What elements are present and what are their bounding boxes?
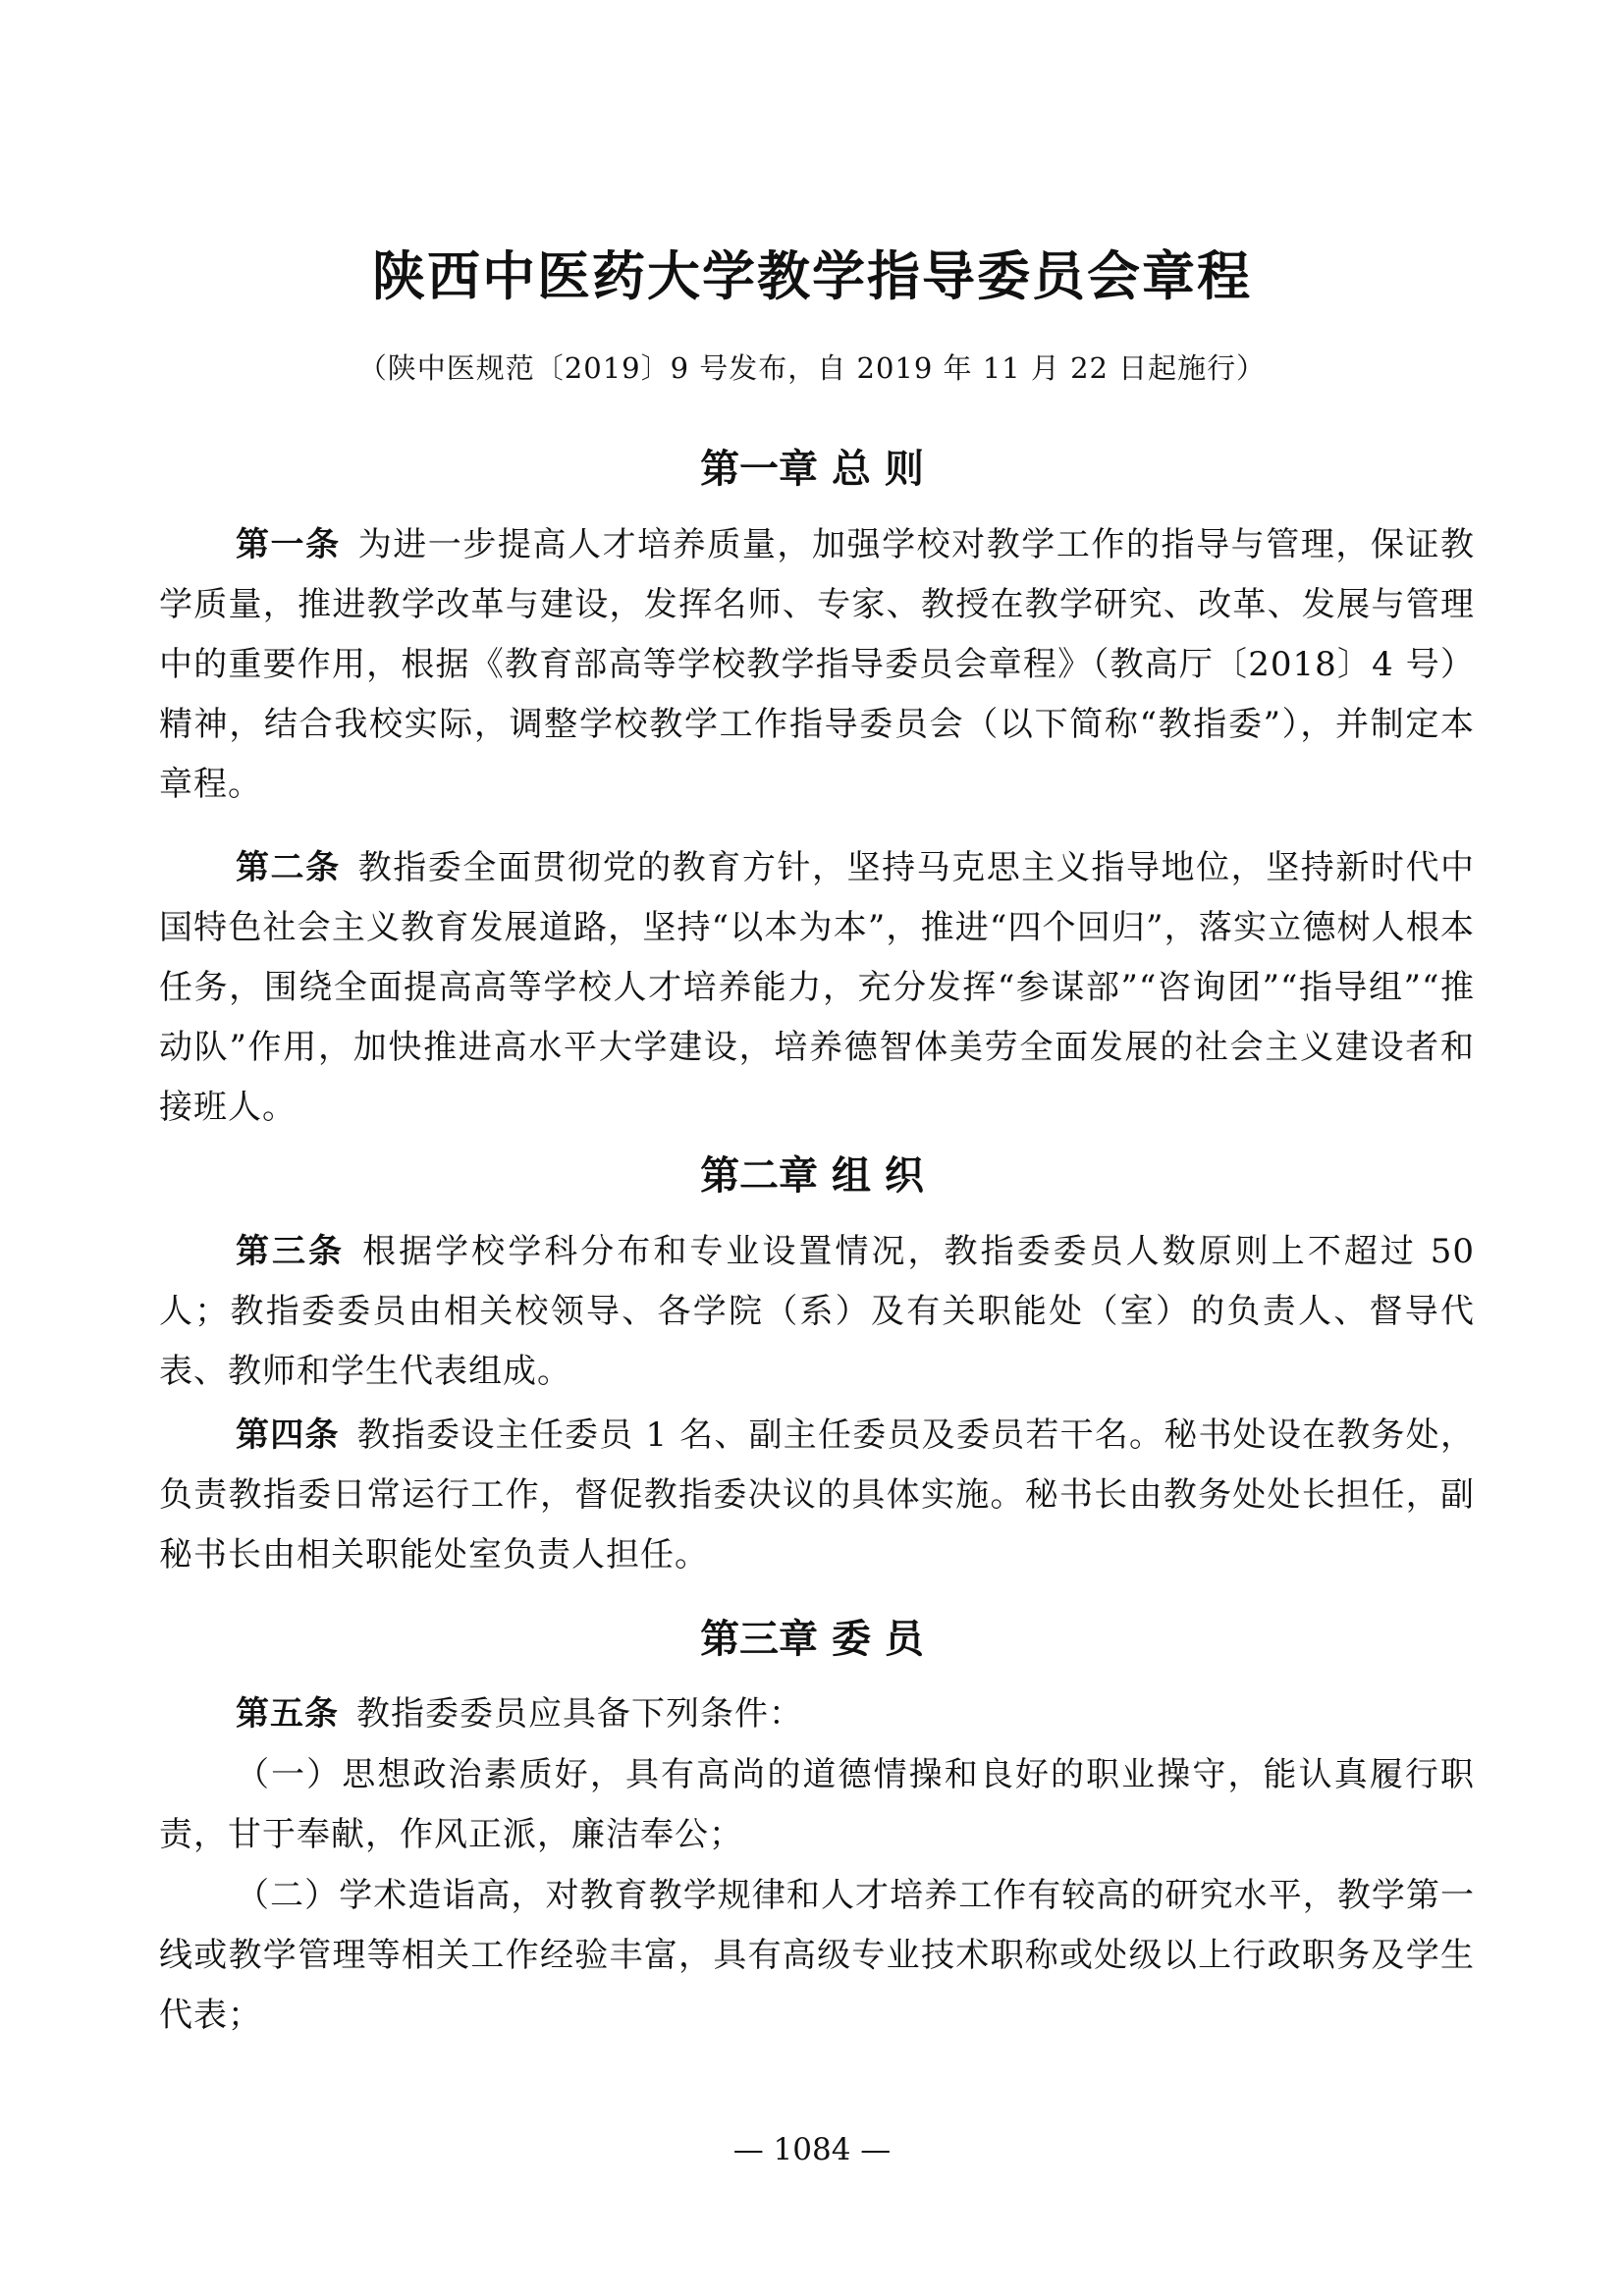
- article-4: [159, 1406, 1475, 1585]
- article-text: 教指委设主任委员 1 名、副主任委员及委员若干名。秘书处设在教务处，负责教指委日常运行工作，督促教指委决议的具体实施。秘书长由教务处处长担任，副秘书长由相关职能处室负责人担任。: [159, 1415, 1476, 1575]
- page-number: — 1084 —: [732, 2132, 892, 2167]
- article-label: 第五条: [236, 1694, 339, 1734]
- article-1: [159, 515, 1475, 815]
- article-label: 第一条: [236, 525, 341, 564]
- document-title: 陕西中医药大学教学指导委员会章程: [372, 244, 1252, 307]
- article-text: 教指委委员应具备下列条件：: [356, 1694, 803, 1734]
- article-5-item-2: （二）学术造诣高，对教育教学规律和人才培养工作有较高的研究水平，教学第一线或教学管理等相关工作经验丰富，具有高级专业技术职称或处级以上行政职务及学生代表；: [159, 1876, 1475, 2035]
- article-label: 第四条: [236, 1415, 340, 1455]
- article-5-item-1: （一）思想政治素质好，具有高尚的道德情操和良好的职业操守，能认真履行职责，甘于奉献，作风正派，廉洁奉公；: [159, 1755, 1475, 1854]
- article-text: 为进一步提高人才培养质量，加强学校对教学工作的指导与管理，保证教学质量，推进教学改革与建设，发挥名师、专家、教授在教学研究、改革、发展与管理中的重要作用，根据《教育部高等学校教学指导委员会章程》（教高厅〔2018〕4 号）精神，结合我校实际，调整学校教学工作指导委员会（以下简称“教指委”），并制定本章程。: [159, 525, 1476, 804]
- chapter-heading-3: 第三章 委 员: [700, 1617, 924, 1662]
- article-label: 第二条: [236, 848, 341, 887]
- article-label: 第三条: [236, 1232, 346, 1271]
- article-5: [159, 1684, 1475, 1744]
- article-2: [159, 838, 1475, 1138]
- article-text: 根据学校学科分布和专业设置情况，教指委委员人数原则上不超过 50 人；教指委委员由相关校领导、各学院（系）及有关职能处（室）的负责人、督导代表、教师和学生代表组成。: [159, 1232, 1476, 1391]
- document-subtitle: （陕中医规范〔2019〕9 号发布，自 2019 年 11 月 22 日起施行）: [357, 351, 1267, 385]
- article-3: [159, 1222, 1475, 1402]
- chapter-heading-1: 第一章 总 则: [700, 447, 924, 492]
- chapter-heading-2: 第二章 组 织: [700, 1153, 924, 1199]
- article-text: 教指委全面贯彻党的教育方针，坚持马克思主义指导地位，坚持新时代中国特色社会主义教育发展道路，坚持“以本为本”，推进“四个回归”，落实立德树人根本任务，围绕全面提高高等学校人才培养能力，充分发挥“参谋部”“咨询团”“指导组”“推动队”作用，加快推进高水平大学建设，培养德智体美劳全面发展的社会主义建设者和接班人。: [159, 848, 1476, 1127]
